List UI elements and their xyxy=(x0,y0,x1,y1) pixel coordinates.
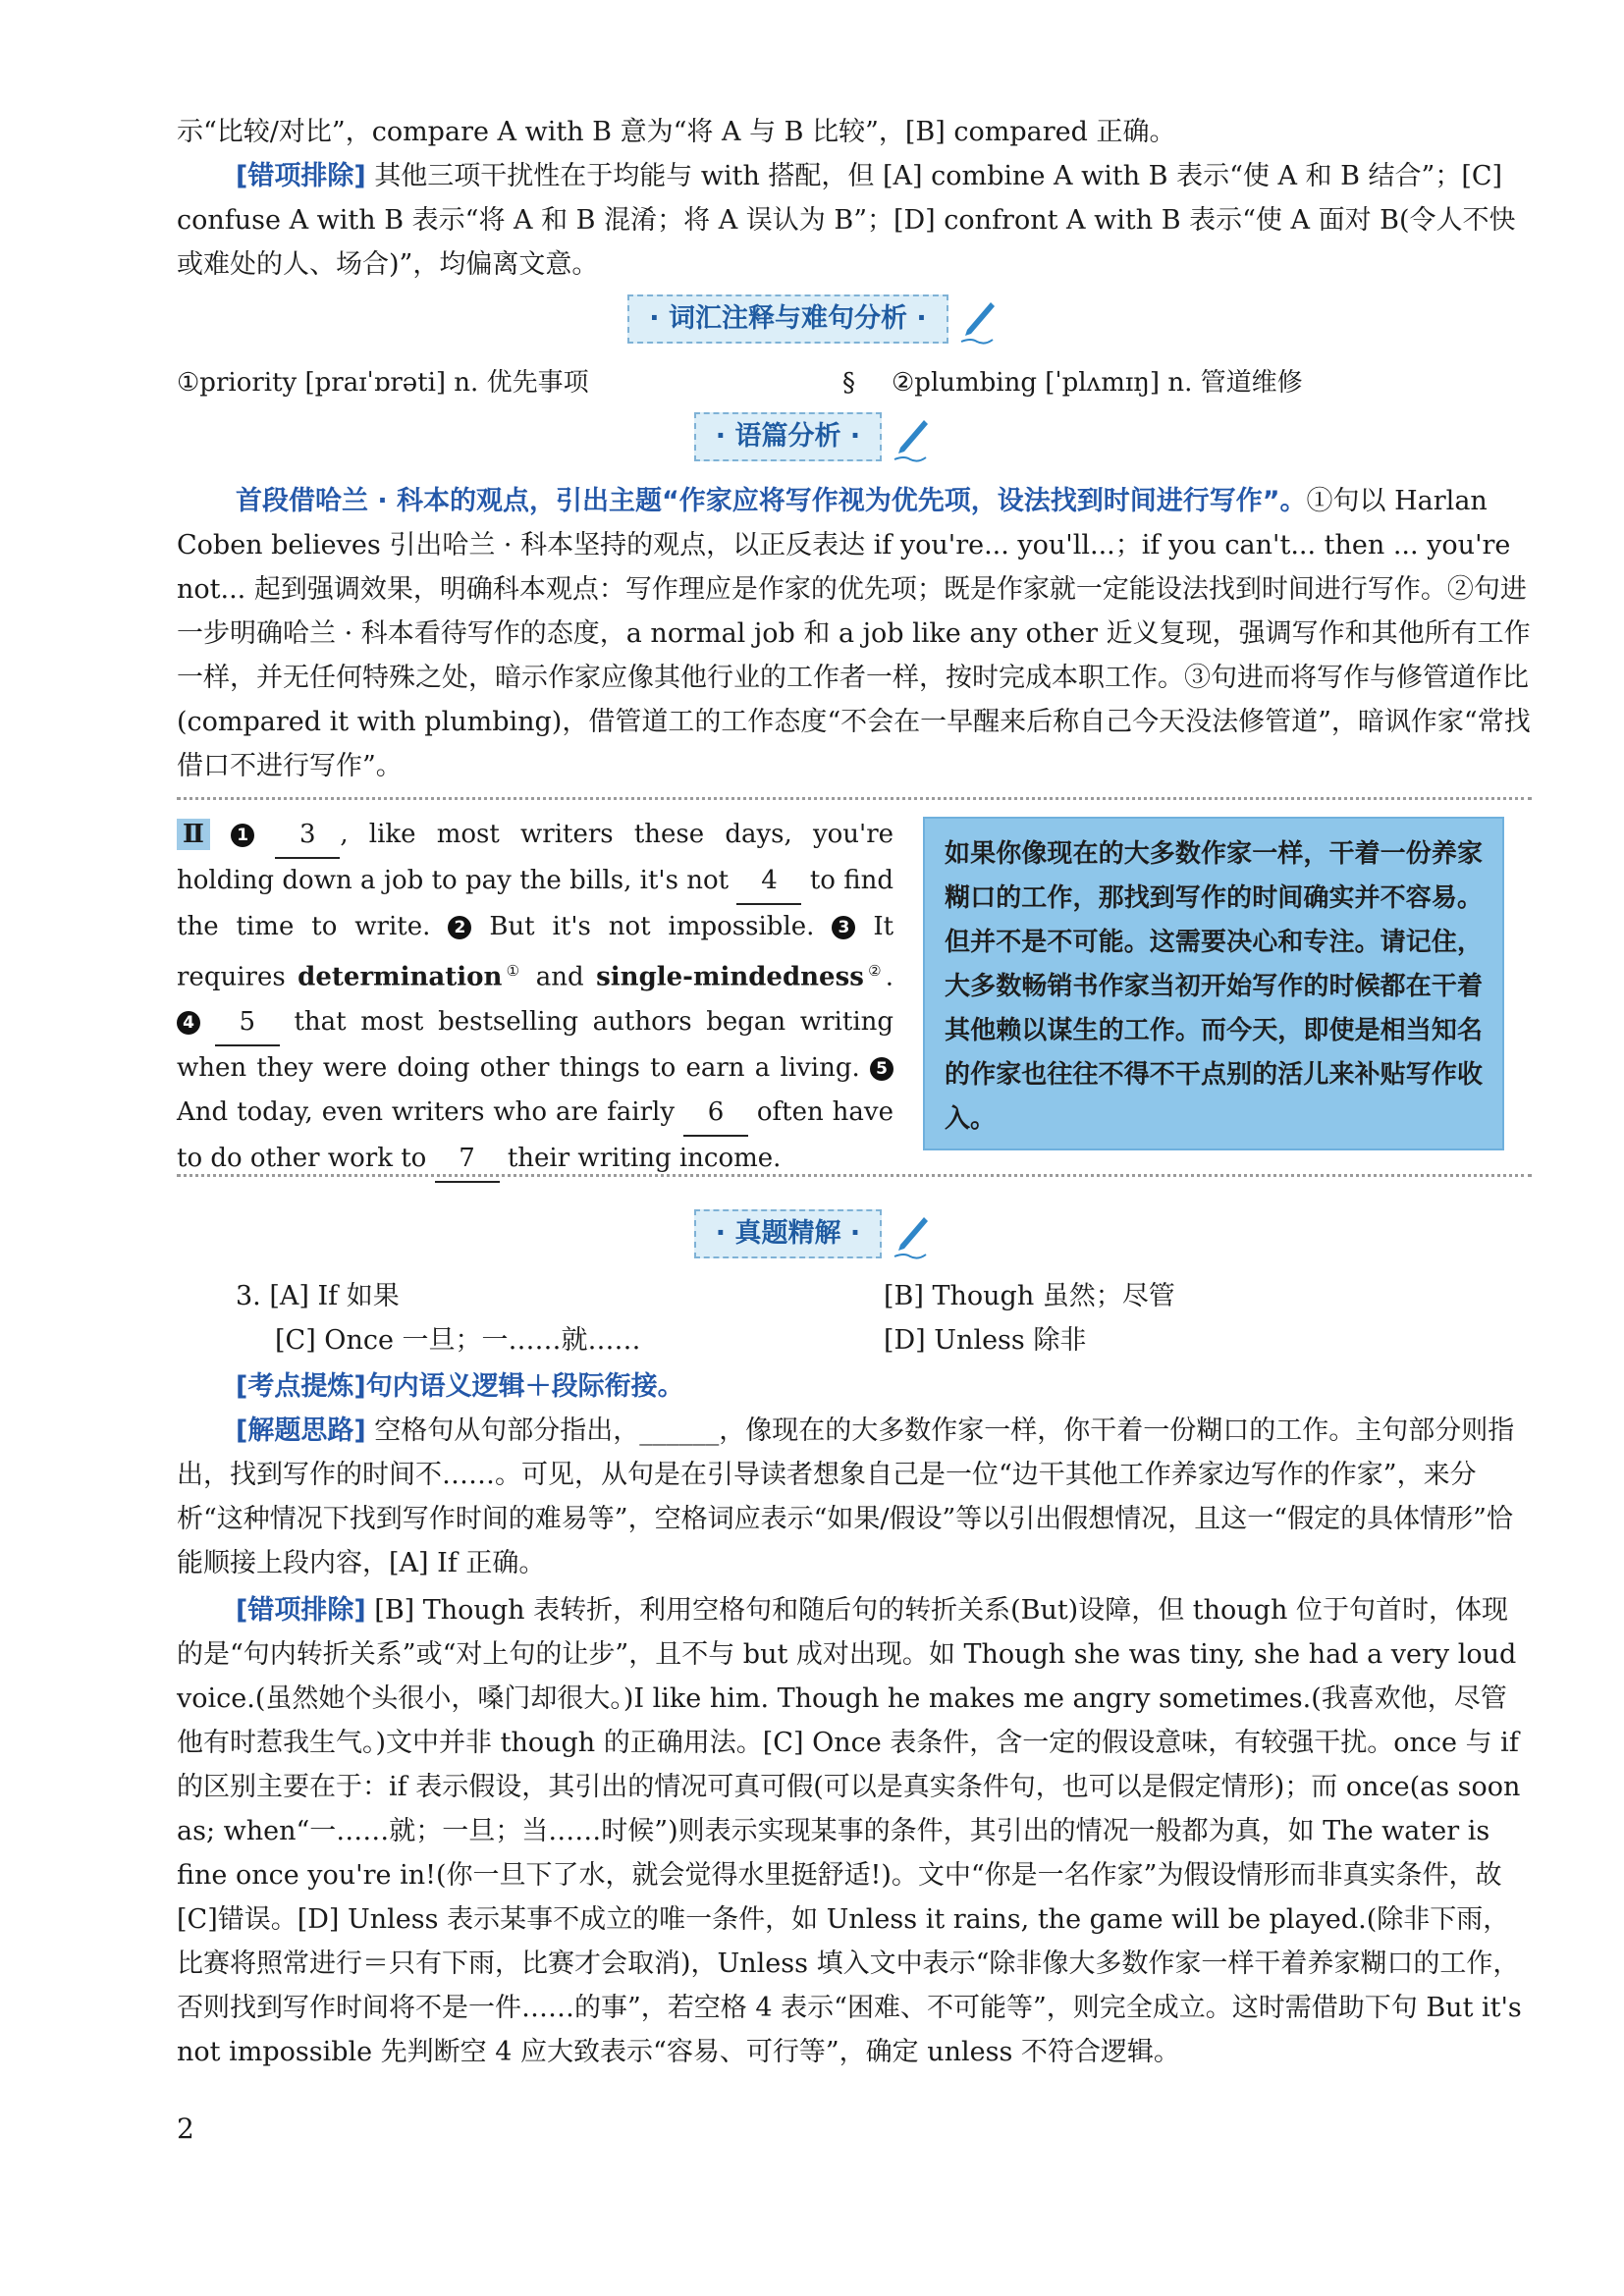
sentence-number: 2 xyxy=(448,916,471,939)
vocab-item-priority: ①priority [praɪˈɒrəti] n. 优先事项 xyxy=(177,368,589,398)
blank-7: 7 xyxy=(435,1137,500,1183)
solution-tag: [解题思路] xyxy=(236,1415,366,1446)
discourse-body: ①句以 Harlan Coben believes 引出哈兰 · 科本坚持的观点，以正反表达 if you're... you'll...；if you can't... then ... you're not... 起到强调效果，明确科本观点：写作理应是作家的优先项；既是作家就一定能设法找到时间进行写作。②句进一步明确哈兰 · 科本看待写作的态度，a normal job 和 a job like any other 近义复现，强调写作和其他所有工作一样，并无任何特殊之处，暗示作家应像其他行业的工作者一样，按时完成本职工作。③句进而将写作与修管道作比(compared it with plumbing)，借管道工的工作态度“不会在一早醒来后称自己今天没法修管道”，暗讽作家“常找借口不进行写作”。 xyxy=(177,486,1531,781)
passage-text: often have to do other work to xyxy=(177,1096,893,1173)
exam-banner: · 真题精解 · xyxy=(694,1209,882,1258)
blank-5: 5 xyxy=(215,1000,280,1046)
error-exclusion-text: 其他三项干扰性在于均能与 with 搭配，但 [A] combine A with B 表示“使 A 和 B 结合”；[C] confuse A with B 表示“将 A 和 B 混淆；将 A 误认为 B”；[D] confront A with B 表示“使 A 面对 B(令人不快或难处的人、场合)”，均偏离文意。 xyxy=(177,161,1516,280)
option-c: [C] Once 一旦；一……就…… xyxy=(275,1325,641,1356)
option-b: [B] Though 虽然；尽管 xyxy=(884,1281,1175,1311)
sentence-number: 5 xyxy=(870,1057,893,1081)
vocab-separator: § xyxy=(842,368,855,398)
discourse-banner-wrap xyxy=(0,412,1624,463)
pen-icon xyxy=(957,300,997,346)
keyword-determination: determination xyxy=(298,962,503,992)
sentence-number: 4 xyxy=(177,1011,200,1035)
intro-line: 示“比较/对比”，compare A with B 意为“将 A 与 B 比较”，[B] compared 正确。 xyxy=(177,117,1176,147)
vocab-banner: · 词汇注释与难句分析 · xyxy=(627,294,947,344)
discourse-lead: 首段借哈兰 · 科本的观点，引出主题“作家应将写作视为优先项，设法找到时间进行写作”。 xyxy=(236,486,1307,516)
key-point-line xyxy=(177,1364,1532,1409)
dotted-divider xyxy=(177,797,1532,800)
distractor-paragraph xyxy=(177,1588,1532,2074)
pen-icon xyxy=(891,418,930,463)
vocab-banner-wrap xyxy=(0,294,1624,346)
error-exclusion-paragraph xyxy=(177,154,1532,287)
option-a: 3. [A] If 如果 xyxy=(236,1281,400,1311)
passage-text: their writing income. xyxy=(507,1143,782,1173)
blank-3: 3 xyxy=(275,813,340,859)
section-roman-numeral: Ⅱ xyxy=(177,819,210,850)
solution-text: 空格句从句部分指出，______，像现在的大多数作家一样，你干着一份糊口的工作。主句部分则指出，找到写作的时间不……。可见，从句是在引导读者想象自己是一位“边干其他工作养家边写作的作家”，来分析“这种情况下找到写作时间的难易等”，空格词应表示“如果/假设”等以引出假想情况，且这一“假定的具体情形”恰能顺接上段内容，[A] If 正确。 xyxy=(177,1415,1515,1578)
blank-6: 6 xyxy=(683,1091,748,1137)
footnote-mark: ② xyxy=(863,962,886,980)
passage-text: And today, even writers who are fairly xyxy=(177,1096,676,1127)
vocab-item-plumbing: ②plumbing [ˈplʌmɪŋ] n. 管道维修 xyxy=(892,368,1303,398)
error-exclusion-tag: [错项排除] xyxy=(236,161,366,191)
distractor-text: [B] Though 表转折，利用空格句和随后句的转折关系(But)设障，但 though 位于句首时，体现的是“句内转折关系”或“对上句的让步”，且不与 but 成对出现。如 Though she was tiny, she had a very loud voice.(虽然她个头很小，嗓门却很大。)I like him. Though he makes me angry sometimes.(我喜欢他，尽管他有时惹我生气。)文中并非 though 的正确用法。[C] Once 表条件，含一定的假设意味，有较强干扰。once 与 if 的区别主要在于：if 表示假设，其引出的情况可真可假(可以是真实条件句，也可以是假定情形)；而 once(as soon as; when“一……就；一旦；当……时候”)则表示实现某事的条件，其引出的情况一般都为真，如 The water is fine once you're in!(你一旦下了水，就会觉得水里挺舒适!)。文中“你是一名作家”为假设情形而非真实条件，故[C]错误。[D] Unless 表示某事不成立的唯一条件，如 Unless it rains, the game will be played.(除非下雨，比赛将照常进行＝只有下雨，比赛才会取消)，Unless 填入文中表示“除非像大多数作家一样干着养家糊口的工作，否则找到写作时间将不是一件……的事”，若空格 4 表示“困难、不可能等”，则完全成立。这时需借助下句 But it's not impossible 先判断空 4 应大致表示“容易、可行等”，确定 unless 不符合逻辑。 xyxy=(177,1595,1522,2067)
passage-text: that most bestselling authors began writing when they were doing other things to earn a living. xyxy=(177,1006,894,1083)
passage-text: to find the time to write. xyxy=(177,866,893,941)
key-point-text: 句内语义逻辑＋段际衔接。 xyxy=(365,1371,684,1402)
exam-banner-wrap xyxy=(0,1209,1624,1260)
passage-text: . xyxy=(885,962,894,992)
distractor-tag: [错项排除] xyxy=(236,1595,366,1626)
passage-text: But it's not impossible. xyxy=(489,912,815,941)
passage-text: It requires xyxy=(177,912,894,992)
translation-box: 如果你像现在的大多数作家一样，干着一份养家糊口的工作，那找到写作的时间确实并不容易。但并不是不可能。这需要决心和专注。请记住，大多数畅销书作家当初开始写作的时候都在干着其他赖以谋生的工作。而今天，即使是相当知名的作家也往往不得不干点别的活儿来补贴写作收入。 xyxy=(923,817,1504,1150)
page-number: 2 xyxy=(177,2112,194,2145)
passage-text: , like most writers these days, you're holding down a job to pay the bills, it's not xyxy=(177,820,894,895)
sentence-number: 1 xyxy=(231,824,254,847)
dotted-divider xyxy=(177,1174,1532,1177)
passage-paragraph xyxy=(177,813,893,1183)
discourse-analysis-paragraph xyxy=(177,479,1532,788)
pen-icon xyxy=(891,1215,930,1260)
option-d: [D] Unless 除非 xyxy=(884,1325,1087,1356)
solution-paragraph xyxy=(177,1409,1532,1585)
sentence-number: 3 xyxy=(832,916,855,939)
footnote-mark: ① xyxy=(502,962,524,980)
passage-text: and xyxy=(535,962,584,992)
key-point-tag: [考点提炼] xyxy=(236,1371,366,1402)
discourse-banner: · 语篇分析 · xyxy=(694,412,882,461)
keyword-single-mindedness: single-mindedness xyxy=(596,962,864,992)
blank-4: 4 xyxy=(736,859,801,905)
